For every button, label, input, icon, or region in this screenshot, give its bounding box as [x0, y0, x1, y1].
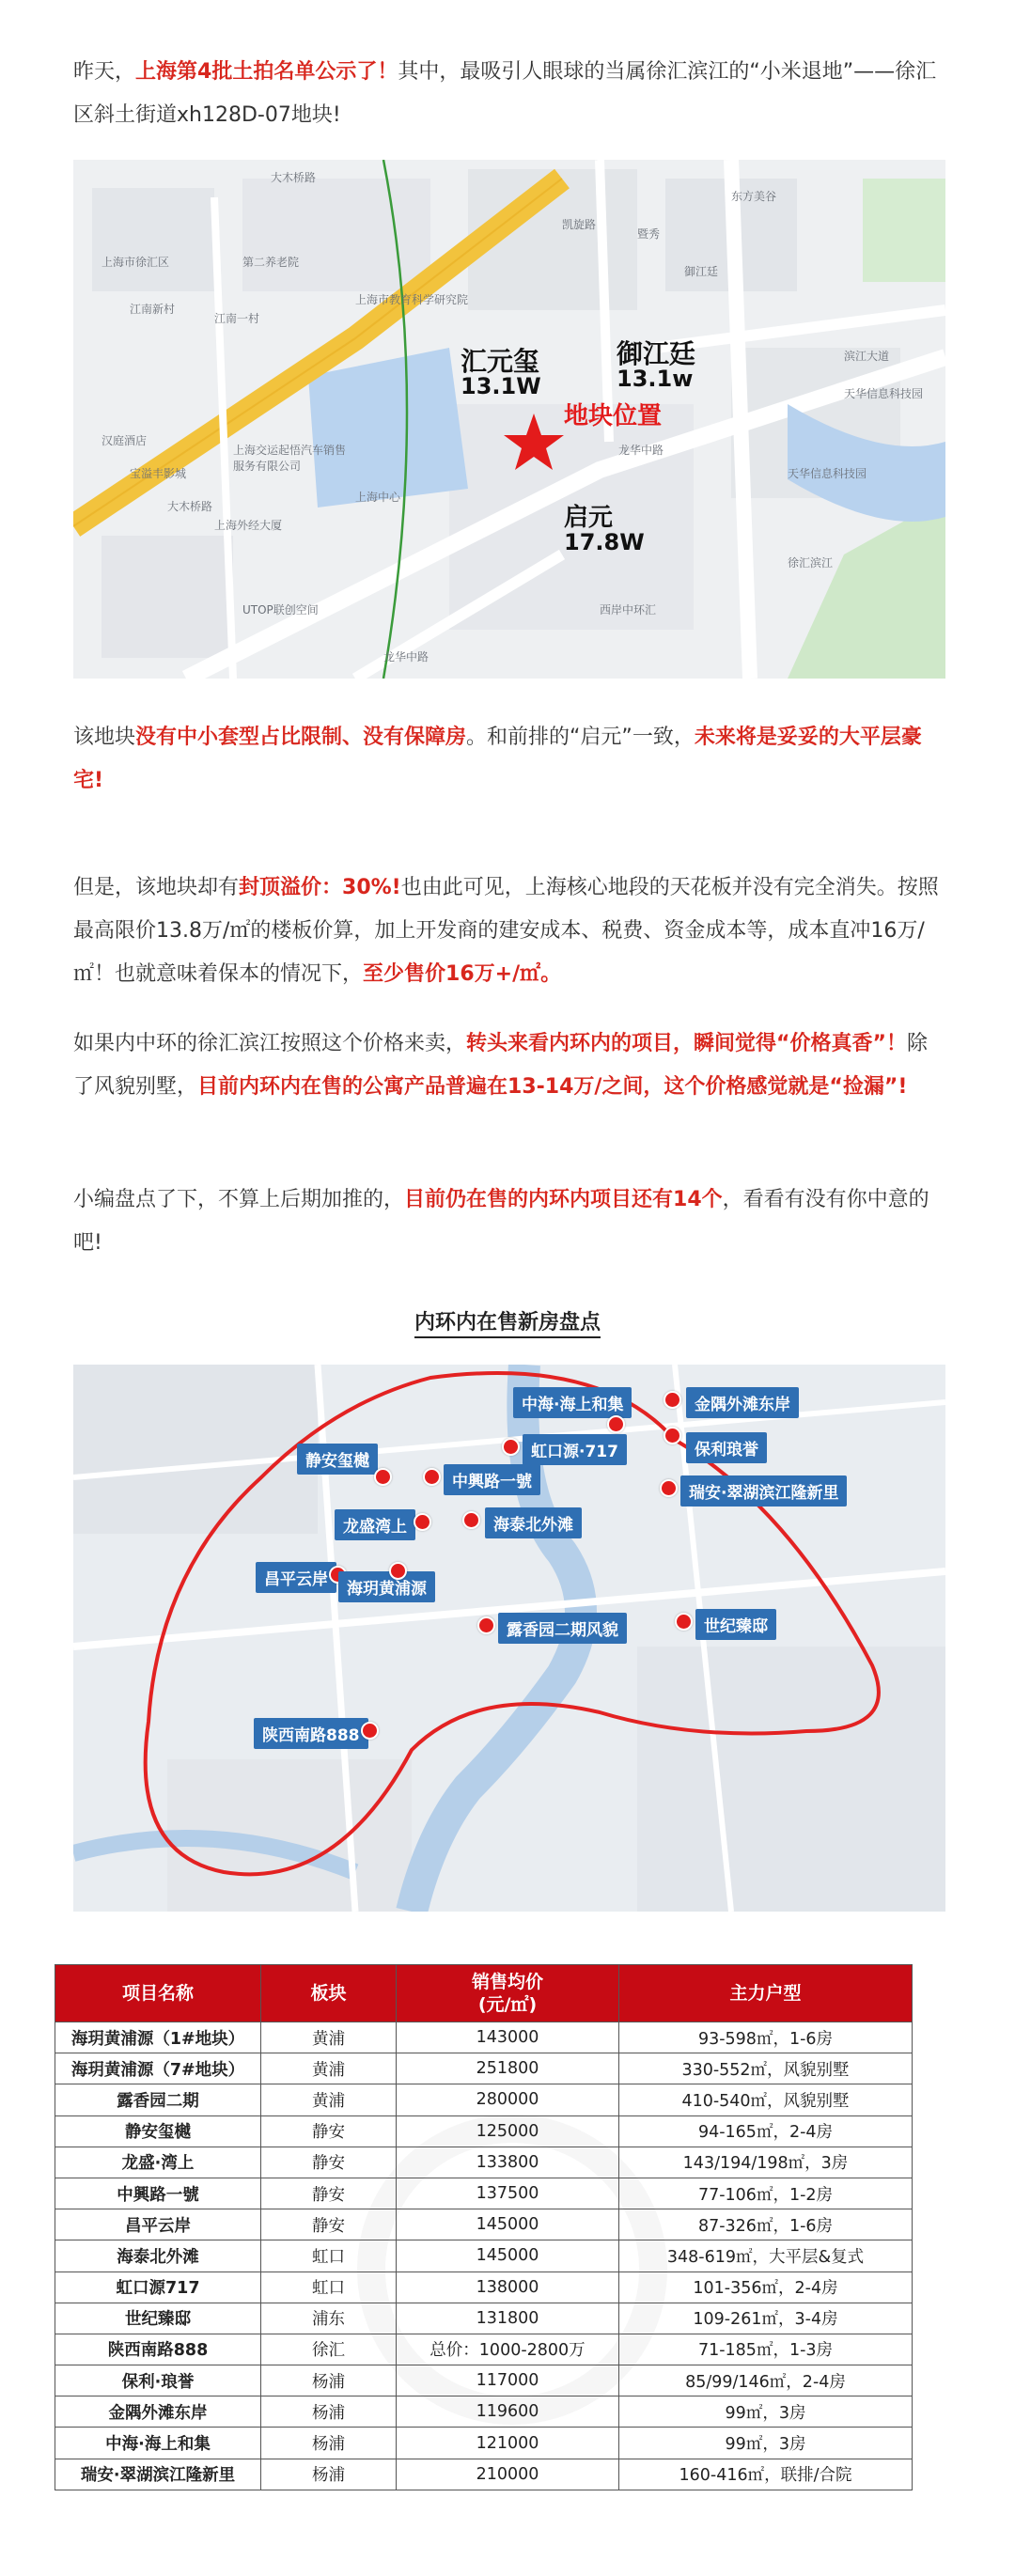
location-dot-icon [389, 1562, 407, 1580]
project-pin[interactable]: 金隅外滩东岸 [686, 1387, 799, 1418]
price-cell: 143000 [397, 2022, 619, 2053]
text: 其中，最吸引人眼球的当属徐汇滨江的“小米退地”——徐汇区斜土街道xh128D-07地块! [73, 60, 937, 127]
place-label: 第二养老院 [242, 256, 300, 269]
text: 小编盘点了下，不算上后期加推的， [73, 1188, 405, 1211]
highlight-text: 目前仍在售的内环内项目还有14个 [404, 1188, 723, 1211]
project-pin[interactable]: 昌平云岸 [256, 1562, 336, 1593]
table-row [55, 2022, 913, 2053]
layout-cell: 143/194/198㎡，3房 [619, 2147, 913, 2178]
place-label: 徐汇滨江 [788, 556, 834, 570]
district-cell: 杨浦 [261, 2396, 397, 2428]
layout-cell: 109-261㎡，3-4房 [619, 2303, 913, 2334]
paragraph-2 [73, 716, 947, 803]
project-name-cell: 金隅外滩东岸 [55, 2396, 261, 2428]
layout-cell: 410-540㎡，风貌别墅 [619, 2084, 913, 2115]
layout-cell: 87-326㎡，1-6房 [619, 2209, 913, 2240]
district-cell: 静安 [261, 2147, 397, 2178]
text: 。和前排的“启元”一致， [466, 726, 695, 749]
district-cell: 黄浦 [261, 2084, 397, 2115]
district-cell: 杨浦 [261, 2459, 397, 2490]
place-label: 东方美谷 [731, 190, 777, 203]
location-dot-icon [477, 1616, 495, 1634]
column-header: 板块 [261, 1965, 397, 2022]
layout-cell: 348-619㎡，大平层&复式 [619, 2240, 913, 2272]
project-name-cell: 瑞安·翠湖滨江隆新里 [55, 2459, 261, 2490]
layout-cell: 85/99/146㎡，2-4房 [619, 2365, 913, 2396]
district-cell: 静安 [261, 2209, 397, 2240]
layout-cell: 99㎡，3房 [619, 2396, 913, 2428]
project-name-cell: 陕西南路888 [55, 2334, 261, 2365]
project-name-cell: 中興路一號 [55, 2178, 261, 2209]
location-dot-icon [607, 1415, 625, 1433]
table-row [55, 2053, 913, 2084]
highlight-text: 没有中小套型占比限制、没有保障房 [135, 726, 467, 749]
location-dot-icon [374, 1468, 392, 1486]
place-label: 西岸中环汇 [600, 603, 657, 617]
place-label: 上海交运起悟汽车销售服务有限公司 [233, 444, 347, 473]
table-row [55, 2084, 913, 2115]
table-row [55, 2272, 913, 2303]
district-cell: 虹口 [261, 2272, 397, 2303]
project-pin[interactable]: 海泰北外滩 [485, 1507, 582, 1538]
highlight-text: 上海第4批土拍名单公示了！ [135, 60, 398, 84]
project-pin[interactable]: 保利琅誉 [686, 1432, 767, 1463]
district-cell: 黄浦 [261, 2022, 397, 2053]
price-cell: 145000 [397, 2240, 619, 2272]
layout-cell: 101-356㎡，2-4房 [619, 2272, 913, 2303]
layout-cell: 330-552㎡，风貌别墅 [619, 2053, 913, 2084]
price-cell: 251800 [397, 2053, 619, 2084]
layout-cell: 77-106㎡，1-2房 [619, 2178, 913, 2209]
district-cell: 静安 [261, 2178, 397, 2209]
price-cell: 117000 [397, 2365, 619, 2396]
project-name-cell: 静安玺樾 [55, 2115, 261, 2147]
table-row [55, 2428, 913, 2459]
place-label: 江南一村 [214, 312, 260, 325]
price-cell: 145000 [397, 2209, 619, 2240]
paragraph-5 [73, 1179, 947, 1265]
section-title: 内环内在售新房盘点 [0, 1306, 1015, 1335]
table-header-row [55, 1965, 913, 2022]
column-header: 销售均价 (元/㎡) [397, 1965, 619, 2022]
place-label: 凯旋路 [562, 218, 597, 231]
place-label: 暨秀 [637, 227, 661, 241]
place-label: UTOP联创空间 [242, 603, 319, 617]
price-cell: 133800 [397, 2147, 619, 2178]
project-pin[interactable]: 虹口源·717 [523, 1434, 627, 1465]
place-label: 江南新村 [130, 303, 176, 316]
project-name-cell: 海玥黄浦源（1#地块） [55, 2022, 261, 2053]
table-row [55, 2365, 913, 2396]
map-label: 启元 17.8W [564, 504, 645, 556]
place-label: 上海外经大厦 [214, 519, 283, 532]
highlight-text: 未来将是妥妥的大平层豪宅! [73, 726, 922, 792]
project-name-cell: 虹口源717 [55, 2272, 261, 2303]
column-header: 项目名称 [55, 1965, 261, 2022]
text: 昨天， [73, 60, 136, 84]
layout-cell: 94-165㎡，2-4房 [619, 2115, 913, 2147]
place-label: 天华信息科技园 [844, 387, 924, 400]
project-pin[interactable]: 世纪臻邸 [695, 1609, 776, 1640]
project-name-cell: 露香园二期 [55, 2084, 261, 2115]
place-label: 上海中心 [355, 491, 401, 504]
place-label: 上海市徐汇区 [102, 256, 170, 269]
table-row [55, 2147, 913, 2178]
plot-location-label: 地块位置 [564, 402, 663, 430]
location-dot-icon [414, 1513, 431, 1531]
text: 也由此可见，上海核心地段的天花板并没有完全消失。按照最高限价13.8万/㎡的楼板价算，加上开发商的建安成本、税费、资金成本等，成本直冲16万/㎡！也就意味着保本的情况下， [73, 876, 939, 986]
table-row [55, 2209, 913, 2240]
price-cell: 280000 [397, 2084, 619, 2115]
table-row [55, 2459, 913, 2490]
place-label: 御江廷 [684, 265, 719, 278]
district-cell: 杨浦 [261, 2365, 397, 2396]
place-label: 滨江大道 [844, 350, 890, 363]
price-cell: 121000 [397, 2428, 619, 2459]
project-name-cell: 海玥黄浦源（7#地块） [55, 2053, 261, 2084]
highlight-text: 封顶溢价：30%! [239, 876, 401, 899]
project-pin[interactable]: 龙盛湾上 [335, 1509, 415, 1540]
place-label: 大木桥路 [271, 171, 317, 184]
inner-ring-projects-map [73, 1365, 945, 1912]
table-row [55, 2396, 913, 2428]
map-label: 汇元玺 13.1W [461, 346, 541, 400]
project-pin[interactable]: 静安玺樾 [297, 1444, 378, 1475]
location-dot-icon [423, 1468, 441, 1486]
layout-cell: 93-598㎡，1-6房 [619, 2022, 913, 2053]
price-cell: 137500 [397, 2178, 619, 2209]
location-dot-icon [664, 1427, 681, 1444]
district-cell: 杨浦 [261, 2428, 397, 2459]
project-name-cell: 中海·海上和集 [55, 2428, 261, 2459]
place-label: 天华信息科技园 [788, 467, 867, 480]
price-cell: 119600 [397, 2396, 619, 2428]
paragraph-4 [73, 1023, 947, 1109]
text: 该地块 [73, 726, 136, 749]
table-row [55, 2115, 913, 2147]
project-pin[interactable]: 露香园二期风貌 [498, 1613, 627, 1644]
location-dot-icon [675, 1613, 693, 1631]
plot-location-map [73, 160, 945, 679]
table-body [55, 2022, 913, 2490]
table-row [55, 2240, 913, 2272]
place-label: 龙华中路 [383, 650, 429, 664]
layout-cell: 99㎡，3房 [619, 2428, 913, 2459]
text: ，看看有没有你中意的吧! [73, 1188, 929, 1255]
table-row [55, 2303, 913, 2334]
text: 但是，该地块却有 [73, 876, 240, 899]
project-name-cell: 世纪臻邸 [55, 2303, 261, 2334]
district-cell: 静安 [261, 2115, 397, 2147]
project-name-cell: 海泰北外滩 [55, 2240, 261, 2272]
map-background [73, 160, 945, 679]
district-cell: 虹口 [261, 2240, 397, 2272]
paragraph-3 [73, 866, 947, 996]
project-name-cell: 龙盛·湾上 [55, 2147, 261, 2178]
place-label: 宝溢丰影城 [130, 467, 187, 480]
project-pin[interactable]: 陕西南路888 [254, 1718, 368, 1749]
text: 除了风貌别墅， [73, 1032, 928, 1099]
location-dot-icon [502, 1438, 520, 1456]
price-cell: 131800 [397, 2303, 619, 2334]
layout-cell: 160-416㎡，联排/合院 [619, 2459, 913, 2490]
project-pin[interactable]: 瑞安·翠湖滨江隆新里 [680, 1475, 847, 1507]
project-name-cell: 保利·琅誉 [55, 2365, 261, 2396]
place-label: 龙华中路 [618, 444, 664, 457]
location-dot-icon [462, 1511, 480, 1529]
table-row [55, 2334, 913, 2365]
price-cell: 125000 [397, 2115, 619, 2147]
highlight-text: 至少售价16万+/㎡。 [363, 962, 562, 986]
price-cell: 总价：1000-2800万 [397, 2334, 619, 2365]
project-pin[interactable]: 中興路一號 [444, 1464, 540, 1495]
location-dot-icon [361, 1722, 379, 1740]
location-dot-icon [664, 1391, 681, 1409]
layout-cell: 71-185㎡，1-3房 [619, 2334, 913, 2365]
highlight-text: 转头来看内环内的项目，瞬间觉得“价格真香”！ [466, 1032, 907, 1055]
projects-table [55, 1964, 913, 2490]
district-cell: 徐汇 [261, 2334, 397, 2365]
highlight-text: 目前内环内在售的公寓产品普遍在13-14万/之间，这个价格感觉就是“捡漏”! [197, 1075, 908, 1099]
price-cell: 138000 [397, 2272, 619, 2303]
project-name-cell: 昌平云岸 [55, 2209, 261, 2240]
price-cell: 210000 [397, 2459, 619, 2490]
table-row [55, 2178, 913, 2209]
project-pin[interactable]: 海玥黄浦源 [338, 1571, 435, 1602]
location-dot-icon [660, 1479, 678, 1497]
place-label: 大木桥路 [167, 500, 213, 513]
district-cell: 黄浦 [261, 2053, 397, 2084]
place-label: 汉庭酒店 [102, 434, 148, 447]
place-label: 上海市教育科学研究院 [355, 293, 469, 306]
text: 如果内中环的徐汇滨江按照这个价格来卖， [73, 1032, 467, 1055]
map-label: 御江廷 13.1w [617, 338, 696, 393]
column-header: 主力户型 [619, 1965, 913, 2022]
project-pin[interactable]: 中海·海上和集 [513, 1387, 632, 1418]
district-cell: 浦东 [261, 2303, 397, 2334]
intro-paragraph [73, 51, 947, 137]
